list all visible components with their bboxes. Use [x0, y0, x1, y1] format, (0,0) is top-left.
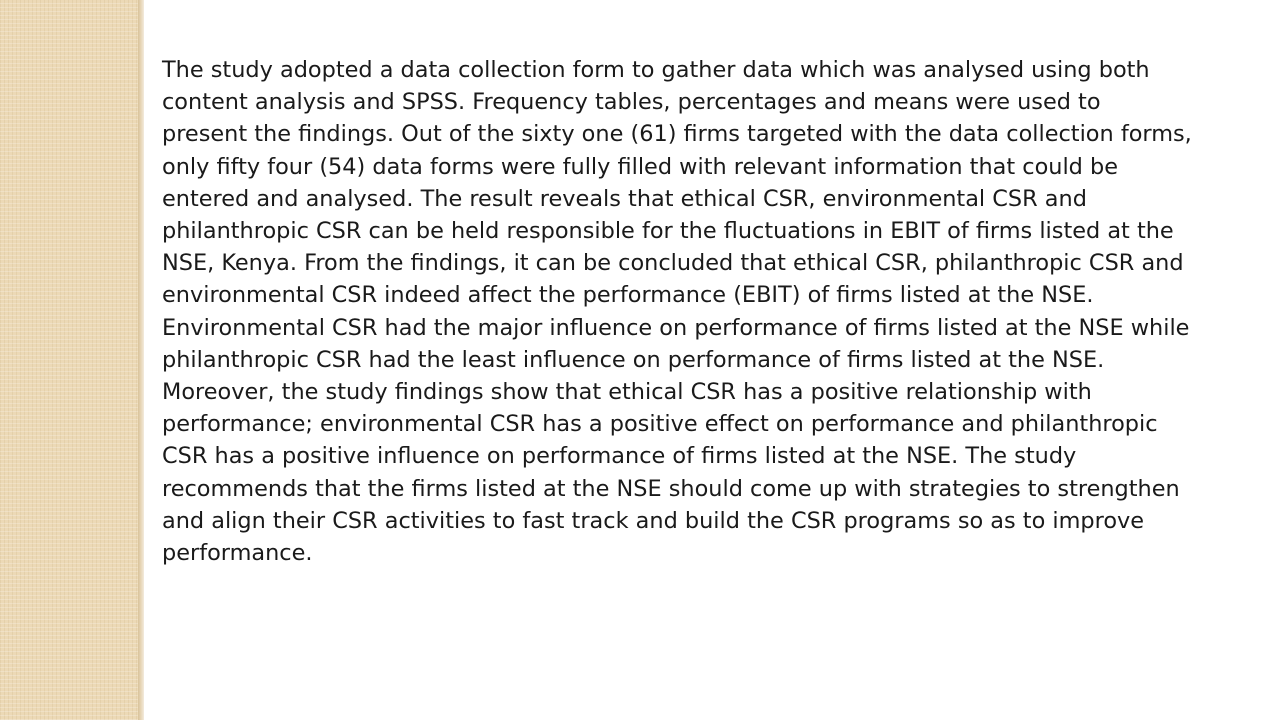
side-band-edge: [138, 0, 144, 720]
slide-body-text: The study adopted a data collection form to gather data which was analysed using both content analysis and SPSS. Frequency tables, percentages and means were used to present the findings. Out of the sixty one (61) firms targeted with the data collection forms, only fifty four (54) data forms were fully filled with relevant information that could be entered and analysed. The result reveals that ethical CSR, environmental CSR and philanthropic CSR can be held responsible for the fluctuations in EBIT of firms listed at the NSE, Kenya. From the findings, it can be concluded that ethical CSR, philanthropic CSR and environmental CSR indeed affect the performance (EBIT) of firms listed at the NSE. Environmental CSR had the major influence on performance of firms listed at the NSE while philanthropic CSR had the least influence on performance of firms listed at the NSE. Moreover, the study findings show that ethical CSR has a positive relationship with performance; environmental CSR has a positive effect on performance and philanthropic CSR has a positive influence on performance of firms listed at the NSE. The study recommends that the firms listed at the NSE should come up with strategies to strengthen and align their CSR activities to fast track and build the CSR programs so as to improve performance.: [162, 57, 1192, 567]
decorative-side-band: [0, 0, 138, 720]
